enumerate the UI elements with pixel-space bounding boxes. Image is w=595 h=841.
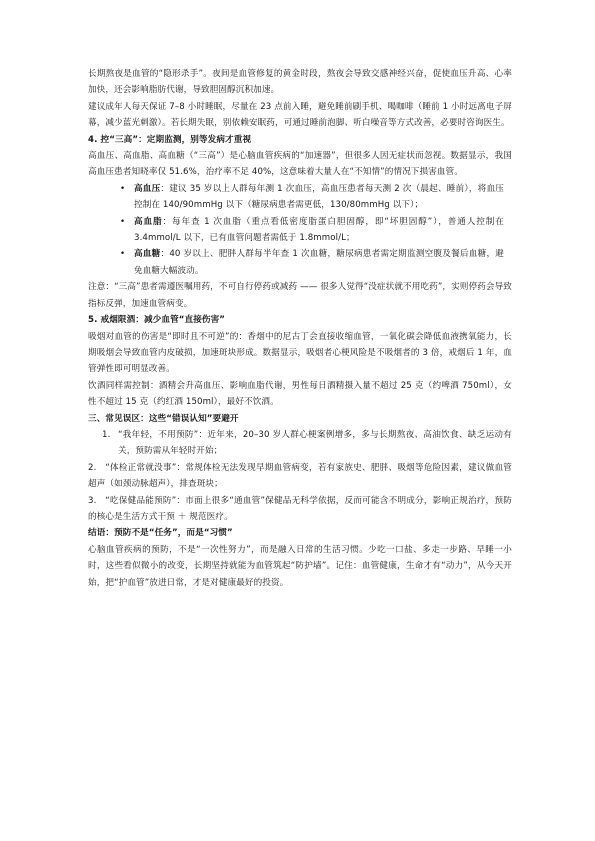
bullet-icon: • [120,216,126,227]
list-item-hyperlipidemia [88,214,504,247]
section-4-note: 注意：“三高”患者需遵医嘱用药，不可自行停药或减药 —— 很多人觉得“没症状就不用吃药”，实则停药会导致指标反弹，加速血管病变。 [88,282,512,309]
misconception-item-2 [88,460,512,493]
section-4-heading: 4. 控“三高”：定期监测，别等发病才重视 [88,134,252,145]
item-label: 高血糖 [134,249,161,260]
item-text: ：40 岁以上、肥胖人群每半年查 1 次血糖，糖尿病患者需定期监测空腹及餐后血糖，避免血糖大幅波动。 [134,249,504,276]
conclusion-heading: 结语：预防不是“任务”，而是“习惯” [88,528,233,539]
list-item-hypertension [88,181,504,214]
document-page [88,66,512,591]
section-5-smoking: 吸烟对血管的伤害是“即时且不可逆”的：香烟中的尼古丁会直接收缩血管，一氧化碳会降低血液携氧能力，长期吸烟会导致血管内皮破损，加速斑块形成。数据显示，吸烟者心梗风险是不吸烟者的 3 倍，戒烟后 1 年，血管弹性即可明显改善。 [88,331,512,375]
misconception-item-3 [88,493,512,526]
item-number: 3. [88,495,97,506]
section-3-heading: 三、常见误区：这些“错误认知”要避开 [88,413,239,424]
list-item-hyperglycemia [88,246,504,279]
item-label: 高血压 [134,183,161,194]
item-text: “吃保健品能预防”：市面上很多“通血管”保健品无科学依据，反而可能含不明成分，影响正规治疗，预防的核心是生活方式干预 ＋ 规范医疗。 [88,495,512,522]
item-label: 高血脂 [134,216,163,227]
section-5-drinking: 饮酒同样需控制：酒精会升高血压、影响血脂代谢，男性每日酒精摄入量不超过 25 克（约啤酒 750ml），女性不超过 15 克（约红酒 150ml），最好不饮酒。 [88,380,512,408]
conclusion-text: 心脑血管疾病的预防，不是“一次性努力”，而是融入日常的生活习惯。少吃一口盐、多走一步路、早睡一小时，这些看似微小的改变，长期坚持就能为血管筑起“防护墙”。记住：血管健康，生命才有“动力”，从今天开始，把“护血管”放进日常，才是对健康最好的投资。 [88,544,512,588]
bullet-icon: • [120,183,126,194]
item-text: “我年轻，不用预防”：近年来，20–30 岁人群心梗案例增多，多与长期熬夜、高油饮食、缺乏运动有关，预防需从年轻时开始； [118,429,512,457]
item-text: ：建议 35 岁以上人群每年测 1 次血压，高血压患者每天测 2 次（晨起、睡前），将血压控制在 140/90mmHg 以下（糖尿病患者需更低，130/80mmHg 以下）； [134,183,504,211]
paragraph-sleep-advice: 建议成年人每天保证 7–8 小时睡眠，尽量在 23 点前入睡，避免睡前刷手机、喝咖啡（睡前 1 小时远离电子屏幕，减少蓝光刺激）。若长期失眠，别依赖安眠药，可通过睡前泡脚、听白噪音等方式改善，必要时咨询医生。 [88,101,512,129]
item-number: 2. [88,462,97,473]
item-text: “体检正常就没事”：常规体检无法发现早期血管病变，若有家族史、肥胖、吸烟等危险因素，建议做血管超声（如颈动脉超声），排查斑块； [88,462,513,490]
paragraph-late-night: 长期熬夜是血管的“隐形杀手”。夜间是血管修复的黄金时段，熬夜会导致交感神经兴奋，促使血压升高、心率加快，还会影响脂肪代谢，导致胆固醇沉积加速。 [88,69,512,96]
item-text: ：每年查 1 次血脂（重点看低密度脂蛋白胆固醇，即“坏胆固醇”），普通人控制在 3.4mmol/L 以下，已有血管问题者需低于 1.8mmol/L； [134,216,504,244]
section-5-heading: 5. 戒烟限酒：减少血管“直接伤害” [88,315,226,326]
bullet-icon: • [120,249,126,260]
section-4-intro: 高血压、高血脂、高血糖（“三高”）是心脑血管疾病的“加速器”，但很多人因无症状而忽视。数据显示，我国高血压患者知晓率仅 51.6%，治疗率不足 40%，这意味着大量人在“不知情”的情况下损害血管。 [88,151,512,178]
misconception-item-1 [88,427,512,460]
three-highs-list [88,181,512,279]
item-number: 1. [102,429,111,440]
